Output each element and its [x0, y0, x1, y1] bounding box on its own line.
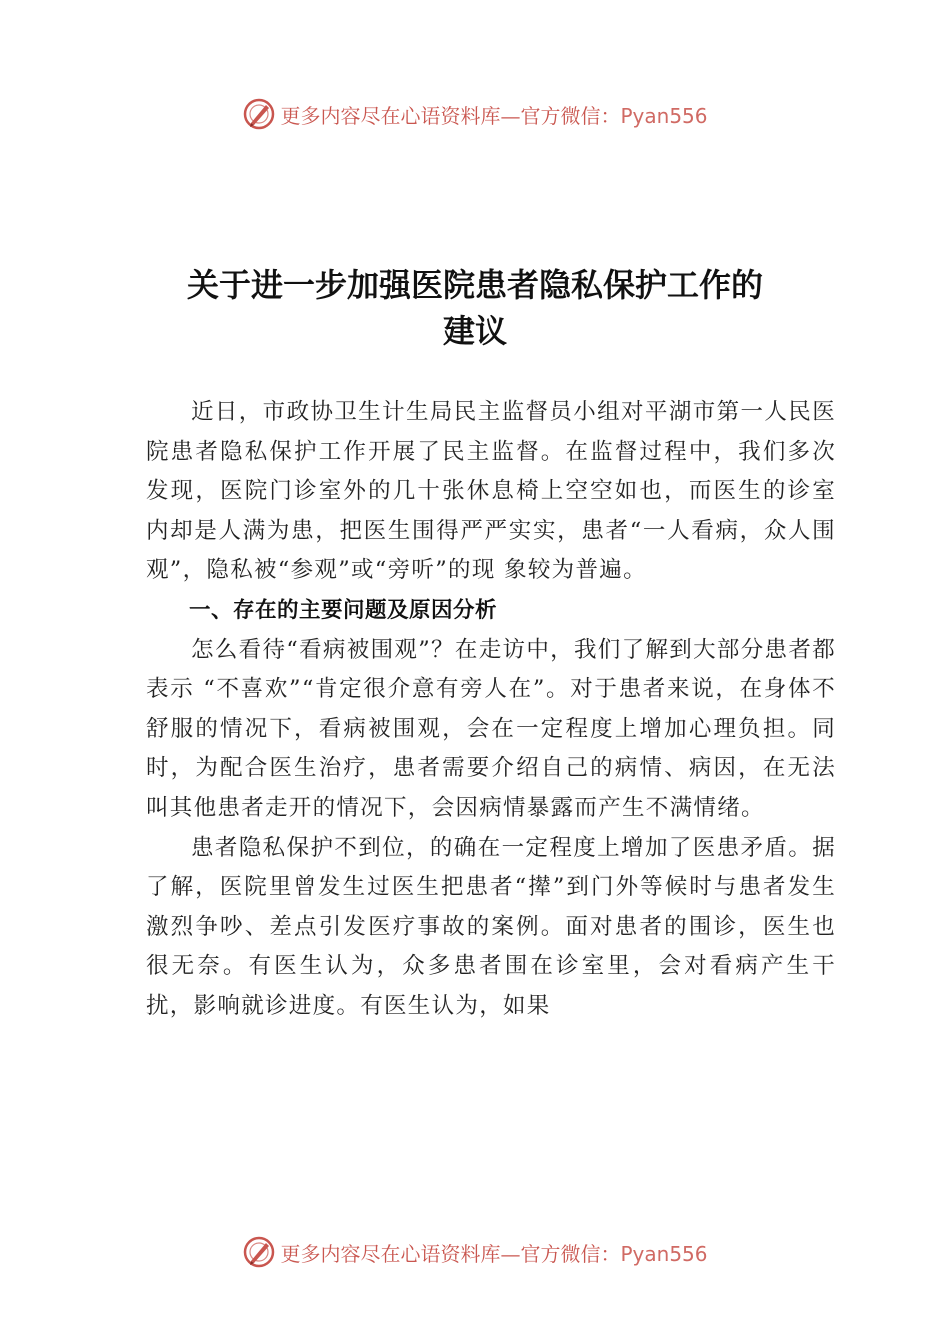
body-paragraph: 怎么看待“看病被围观”？在走访中，我们了解到大部分患者都表示 “不喜欢”“肯定很介意有旁人在”。对于患者来说，在身体不舒服的情况下，看病被围观，会在一定程度上增加心理负担。同时，为配合医生治疗，患者需要介绍自己的病情、病因，在无法叫其他患者走开的情况下，会因病情暴露而产生不满情绪。 [146, 636, 836, 821]
watermark-wechat-id: Pyan556 [620, 1241, 708, 1266]
watermark-label: 更多内容尽在心语资料库—官方微信： [280, 103, 621, 128]
section-heading: 一、存在的主要问题及原因分析 [189, 597, 498, 623]
document-title [0, 262, 950, 354]
title-line-2: 建议 [442, 312, 507, 350]
pen-logo-icon [242, 1235, 276, 1269]
watermark-text [280, 100, 707, 129]
header-watermark [0, 94, 950, 134]
document-body [146, 393, 836, 1027]
body-paragraph: 患者隐私保护不到位，的确在一定程度上增加了医患矛盾。据了解，医院里曾发生过医生把患者“撵”到门外等候时与患者发生激烈争吵、差点引发医疗事故的案例。面对患者的围诊，医生也很无奈。有医生认为，众多患者围在诊室里，会对看病产生干扰，影响就诊进度。有医生认为，如果 [146, 834, 836, 1019]
intro-paragraph: 近日，市政协卫生计生局民主监督员小组对平湖市第一人民医院患者隐私保护工作开展了民主监督。在监督过程中，我们多次发现，医院门诊室外的几十张休息椅上空空如也，而医生的诊室内却是人满为患，把医生围得严严实实，患者“一人看病，众人围观”，隐私被“参观”或“旁听”的现 象较为普遍。 [146, 399, 836, 584]
watermark-wechat-id: Pyan556 [620, 103, 708, 128]
title-line-1: 关于进一步加强医院患者隐私保护工作的 [186, 266, 763, 304]
footer-watermark [0, 1232, 950, 1272]
watermark-text [280, 1238, 707, 1267]
watermark-label: 更多内容尽在心语资料库—官方微信： [280, 1241, 621, 1266]
pen-logo-icon [242, 97, 276, 131]
